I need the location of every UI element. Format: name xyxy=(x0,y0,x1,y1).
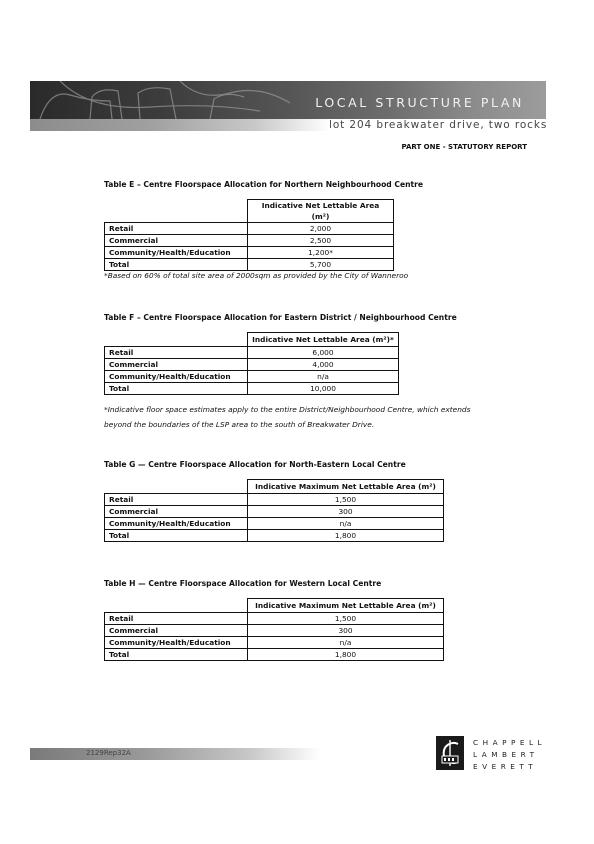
header-blank-cell xyxy=(105,333,248,347)
row-label: Commercial xyxy=(105,235,248,247)
table-row xyxy=(105,247,394,259)
row-label: Retail xyxy=(105,347,248,359)
table-header-row xyxy=(105,480,444,494)
table-row xyxy=(105,637,444,649)
table-row xyxy=(105,383,399,395)
table-row xyxy=(105,494,444,506)
report-section-label: PART ONE - STATUTORY REPORT xyxy=(401,143,527,151)
table-h xyxy=(104,598,444,661)
table-row xyxy=(105,518,444,530)
row-label: Total xyxy=(105,259,248,271)
row-value: 2,500 xyxy=(248,235,394,247)
row-value: 300 xyxy=(248,506,444,518)
table-row xyxy=(105,347,399,359)
table-f-title: Table F – Centre Floorspace Allocation for Eastern District / Neighbourhood Centre xyxy=(104,313,457,322)
row-value: 1,500 xyxy=(248,494,444,506)
table-row xyxy=(105,235,394,247)
table-g-title: Table G — Centre Floorspace Allocation for North-Eastern Local Centre xyxy=(104,460,406,469)
row-value: 300 xyxy=(248,625,444,637)
table-row xyxy=(105,371,399,383)
table-g xyxy=(104,479,444,542)
table-e-footnote: *Based on 60% of total site area of 2000sqm as provided by the City of Wanneroo xyxy=(104,271,409,280)
row-label: Community/Health/Education xyxy=(105,371,248,383)
row-label: Community/Health/Education xyxy=(105,247,248,259)
document-subtitle: lot 204 breakwater drive, two rocks xyxy=(329,119,548,131)
subheader-band xyxy=(30,119,330,131)
footer-band xyxy=(30,748,320,760)
column-header: Indicative Net Lettable Area (m²) xyxy=(248,200,394,223)
row-label: Commercial xyxy=(105,625,248,637)
row-label: Total xyxy=(105,383,248,395)
header-blank-cell xyxy=(105,599,248,613)
table-row xyxy=(105,530,444,542)
row-label: Commercial xyxy=(105,359,248,371)
table-e-title: Table E – Centre Floorspace Allocation for Northern Neighbourhood Centre xyxy=(104,180,424,189)
table-e xyxy=(104,199,394,271)
table-header-row xyxy=(105,200,394,223)
column-header: Indicative Maximum Net Lettable Area (m²) xyxy=(248,480,444,494)
column-header: Indicative Net Lettable Area (m²)* xyxy=(248,333,399,347)
company-name-line-2: LAMBERT xyxy=(473,750,539,759)
header-band xyxy=(30,81,546,119)
row-value: 1,200* xyxy=(248,247,394,259)
table-h-title: Table H — Centre Floorspace Allocation for Western Local Centre xyxy=(104,579,382,588)
table-row xyxy=(105,506,444,518)
table-f xyxy=(104,332,399,395)
table-header-row xyxy=(105,333,399,347)
row-value: 5,700 xyxy=(248,259,394,271)
row-label: Community/Health/Education xyxy=(105,518,248,530)
row-label: Retail xyxy=(105,223,248,235)
header-blank-cell xyxy=(105,480,248,494)
row-value: 1,800 xyxy=(248,649,444,661)
row-label: Total xyxy=(105,530,248,542)
row-label: Commercial xyxy=(105,506,248,518)
map-pattern-graphic xyxy=(30,81,330,119)
company-name-line-3: EVERETT xyxy=(473,762,538,771)
row-value: 1,800 xyxy=(248,530,444,542)
row-label: Total xyxy=(105,649,248,661)
row-value: n/a xyxy=(248,637,444,649)
company-name-line-1: CHAPPELL xyxy=(473,738,547,747)
column-header: Indicative Maximum Net Lettable Area (m²) xyxy=(248,599,444,613)
row-value: n/a xyxy=(248,371,399,383)
row-value: 4,000 xyxy=(248,359,399,371)
table-row xyxy=(105,223,394,235)
row-value: 1,500 xyxy=(248,613,444,625)
document-reference: 2129Rep32A xyxy=(86,749,131,757)
table-header-row xyxy=(105,599,444,613)
table-row xyxy=(105,613,444,625)
row-value: 2,000 xyxy=(248,223,394,235)
row-value: 10,000 xyxy=(248,383,399,395)
table-f-footnote: *Indicative floor space estimates apply to the entire District/Neighbourhood Centre, which extends beyond the boundaries of the LSP area to the south of Breakwater Drive. xyxy=(104,405,471,429)
table-row xyxy=(105,359,399,371)
table-row xyxy=(105,649,444,661)
company-logo-icon xyxy=(436,736,464,770)
row-label: Community/Health/Education xyxy=(105,637,248,649)
row-value: 6,000 xyxy=(248,347,399,359)
row-value: n/a xyxy=(248,518,444,530)
row-label: Retail xyxy=(105,613,248,625)
document-title: LOCAL STRUCTURE PLAN xyxy=(315,95,524,110)
table-row xyxy=(105,625,444,637)
row-label: Retail xyxy=(105,494,248,506)
header-blank-cell xyxy=(105,200,248,223)
